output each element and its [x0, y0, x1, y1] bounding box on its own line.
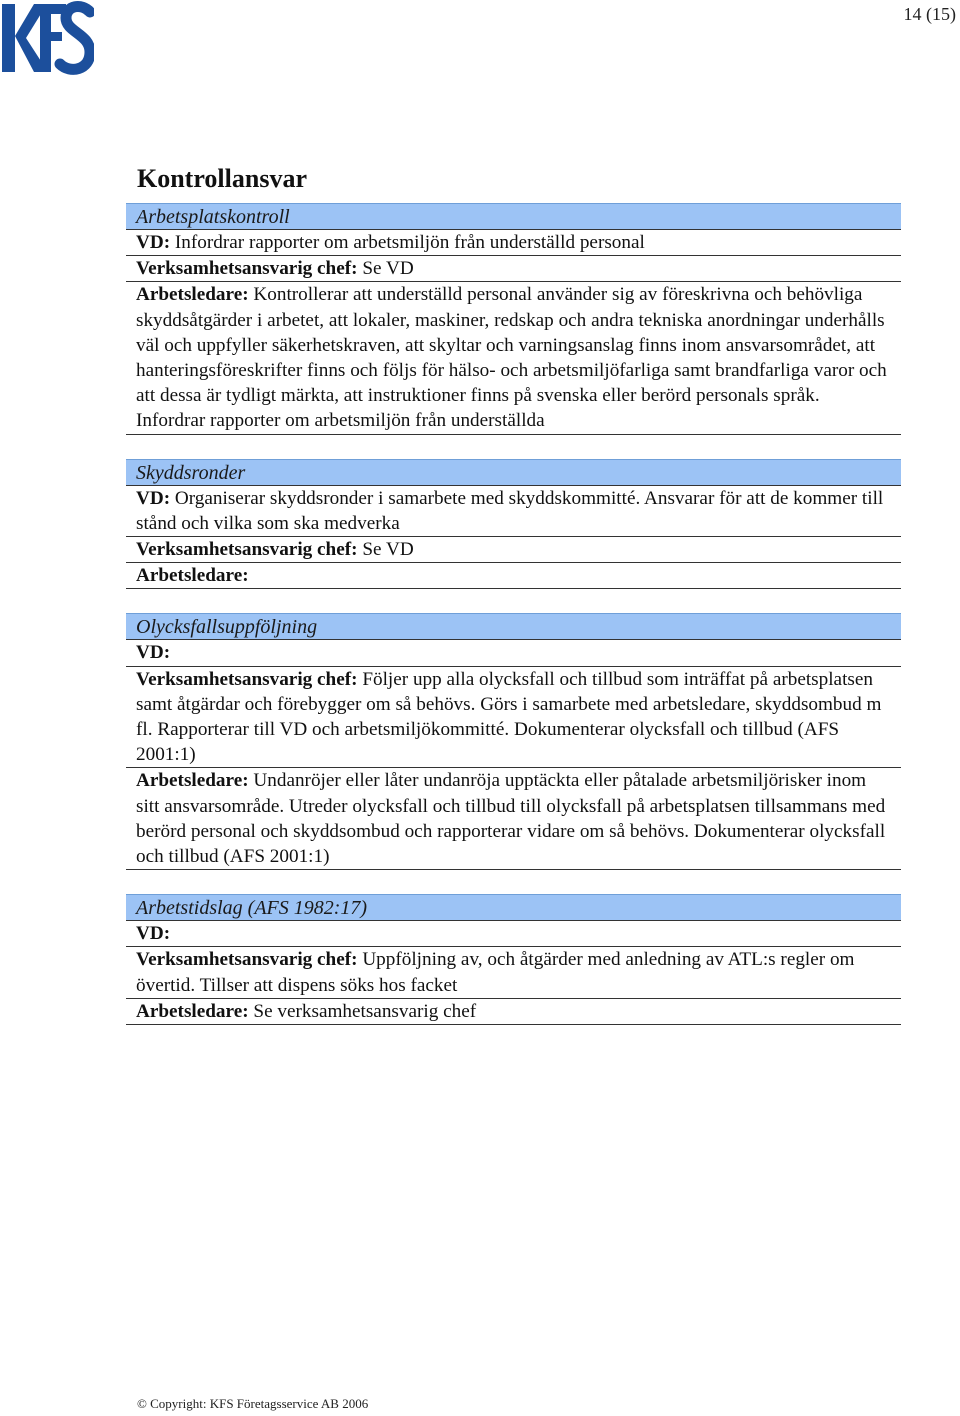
row-label: VD:	[136, 232, 171, 253]
responsibility-table	[126, 203, 901, 1049]
section-arbetsplatskontroll	[126, 203, 901, 435]
row-text: Följer upp alla olycksfall och tillbud som inträffat på arbetsplatsen samt åtgärdar och förebygger om så behövs. Görs i samarbete med arbetsledare, skyddsombud m fl. Rapporterar till VD och arbetsmiljökommitté. Dokumenterar olycksfall och tillbud (AFS 2001:1)	[136, 668, 882, 766]
section-skyddsronder	[126, 459, 901, 590]
section-heading: Arbetsplatskontroll	[126, 203, 901, 230]
row-text: Organiserar skyddsronder i samarbete med skyddskommitté. Ansvarar för att de kommer till stånd och vilka som ska medverka	[136, 487, 884, 534]
row-text: Uppföljning av, och åtgärder med anledning av ATL:s regler om övertid. Tillser att dispens söks hos facket	[136, 949, 855, 996]
row-text: Kontrollerar att underställd personal använder sig av föreskrivna och behövliga skyddsåtgärder i arbetet, att lokaler, maskiner, redskap och andra tekniska anordningar underhålls väl och uppfyller säkerhetskraven, att skyltar och varningsanslag finns inom ansvarsområdet, att hanteringsföreskrifter finns och följs för hälso- och arbetsmiljöfarliga samt brandfarliga varor och att dessa är tydligt märkta, att instruktioner finns på svenska eller berörd personals språk. Infordrar rapporter om arbetsmiljön från underställda	[136, 284, 887, 432]
row-verksamhetsansvarig-chef	[126, 667, 901, 769]
section-heading: Skyddsronder	[126, 459, 901, 486]
row-text: Undanröjer eller låter undanröja upptäckta eller påtalade arbetsmiljörisker inom sitt ansvarsområde. Utreder olycksfall och tillbud till olycksfall på arbetsplatsen tillsammans med berörd personal och skyddsombud och rapporterar vidare om så behövs. Dokumenterar olycksfall och tillbud (AFS 2001:1)	[136, 770, 886, 868]
row-label: Verksamhetsansvarig chef:	[136, 539, 358, 561]
row-label: Arbetsledare:	[136, 1000, 249, 1022]
row-text: Infordrar rapporter om arbetsmiljön från underställd personal	[170, 232, 645, 253]
row-label: Arbetsledare:	[136, 284, 249, 306]
row-label: VD:	[136, 487, 171, 509]
row-arbetsledare	[126, 768, 901, 870]
row-text: Se verksamhetsansvarig chef	[248, 1000, 477, 1022]
row-verksamhetsansvarig-chef	[126, 947, 901, 998]
row-arbetsledare	[126, 282, 901, 434]
row-text: Se VD	[357, 539, 414, 561]
row-label: VD:	[136, 642, 171, 664]
section-heading: Olycksfallsuppföljning	[126, 613, 901, 640]
kfs-logo	[0, 0, 94, 78]
row-arbetsledare	[126, 999, 901, 1025]
row-label: Verksamhetsansvarig chef:	[136, 668, 358, 690]
section-arbetstidslag	[126, 894, 901, 1025]
section-heading: Arbetstidslag (AFS 1982:17)	[126, 894, 901, 921]
page-title: Kontrollansvar	[137, 164, 307, 193]
row-verksamhetsansvarig-chef	[126, 537, 901, 563]
row-arbetsledare	[126, 563, 901, 589]
row-label: Verksamhetsansvarig chef:	[136, 949, 358, 971]
row-label: Arbetsledare:	[136, 565, 249, 587]
copyright-footer: © Copyright: KFS Företagsservice AB 2006	[137, 1396, 369, 1411]
row-vd	[126, 640, 901, 666]
row-vd	[126, 921, 901, 947]
section-olycksfallsuppfoljning	[126, 613, 901, 870]
row-vd	[126, 486, 901, 537]
row-label: VD:	[136, 923, 171, 945]
row-verksamhetsansvarig-chef	[126, 256, 901, 282]
row-text: Se VD	[357, 258, 414, 280]
row-label: Arbetsledare:	[136, 770, 249, 792]
page-number: 14 (15)	[903, 4, 956, 24]
row-vd	[126, 230, 901, 256]
row-label: Verksamhetsansvarig chef:	[136, 258, 358, 280]
